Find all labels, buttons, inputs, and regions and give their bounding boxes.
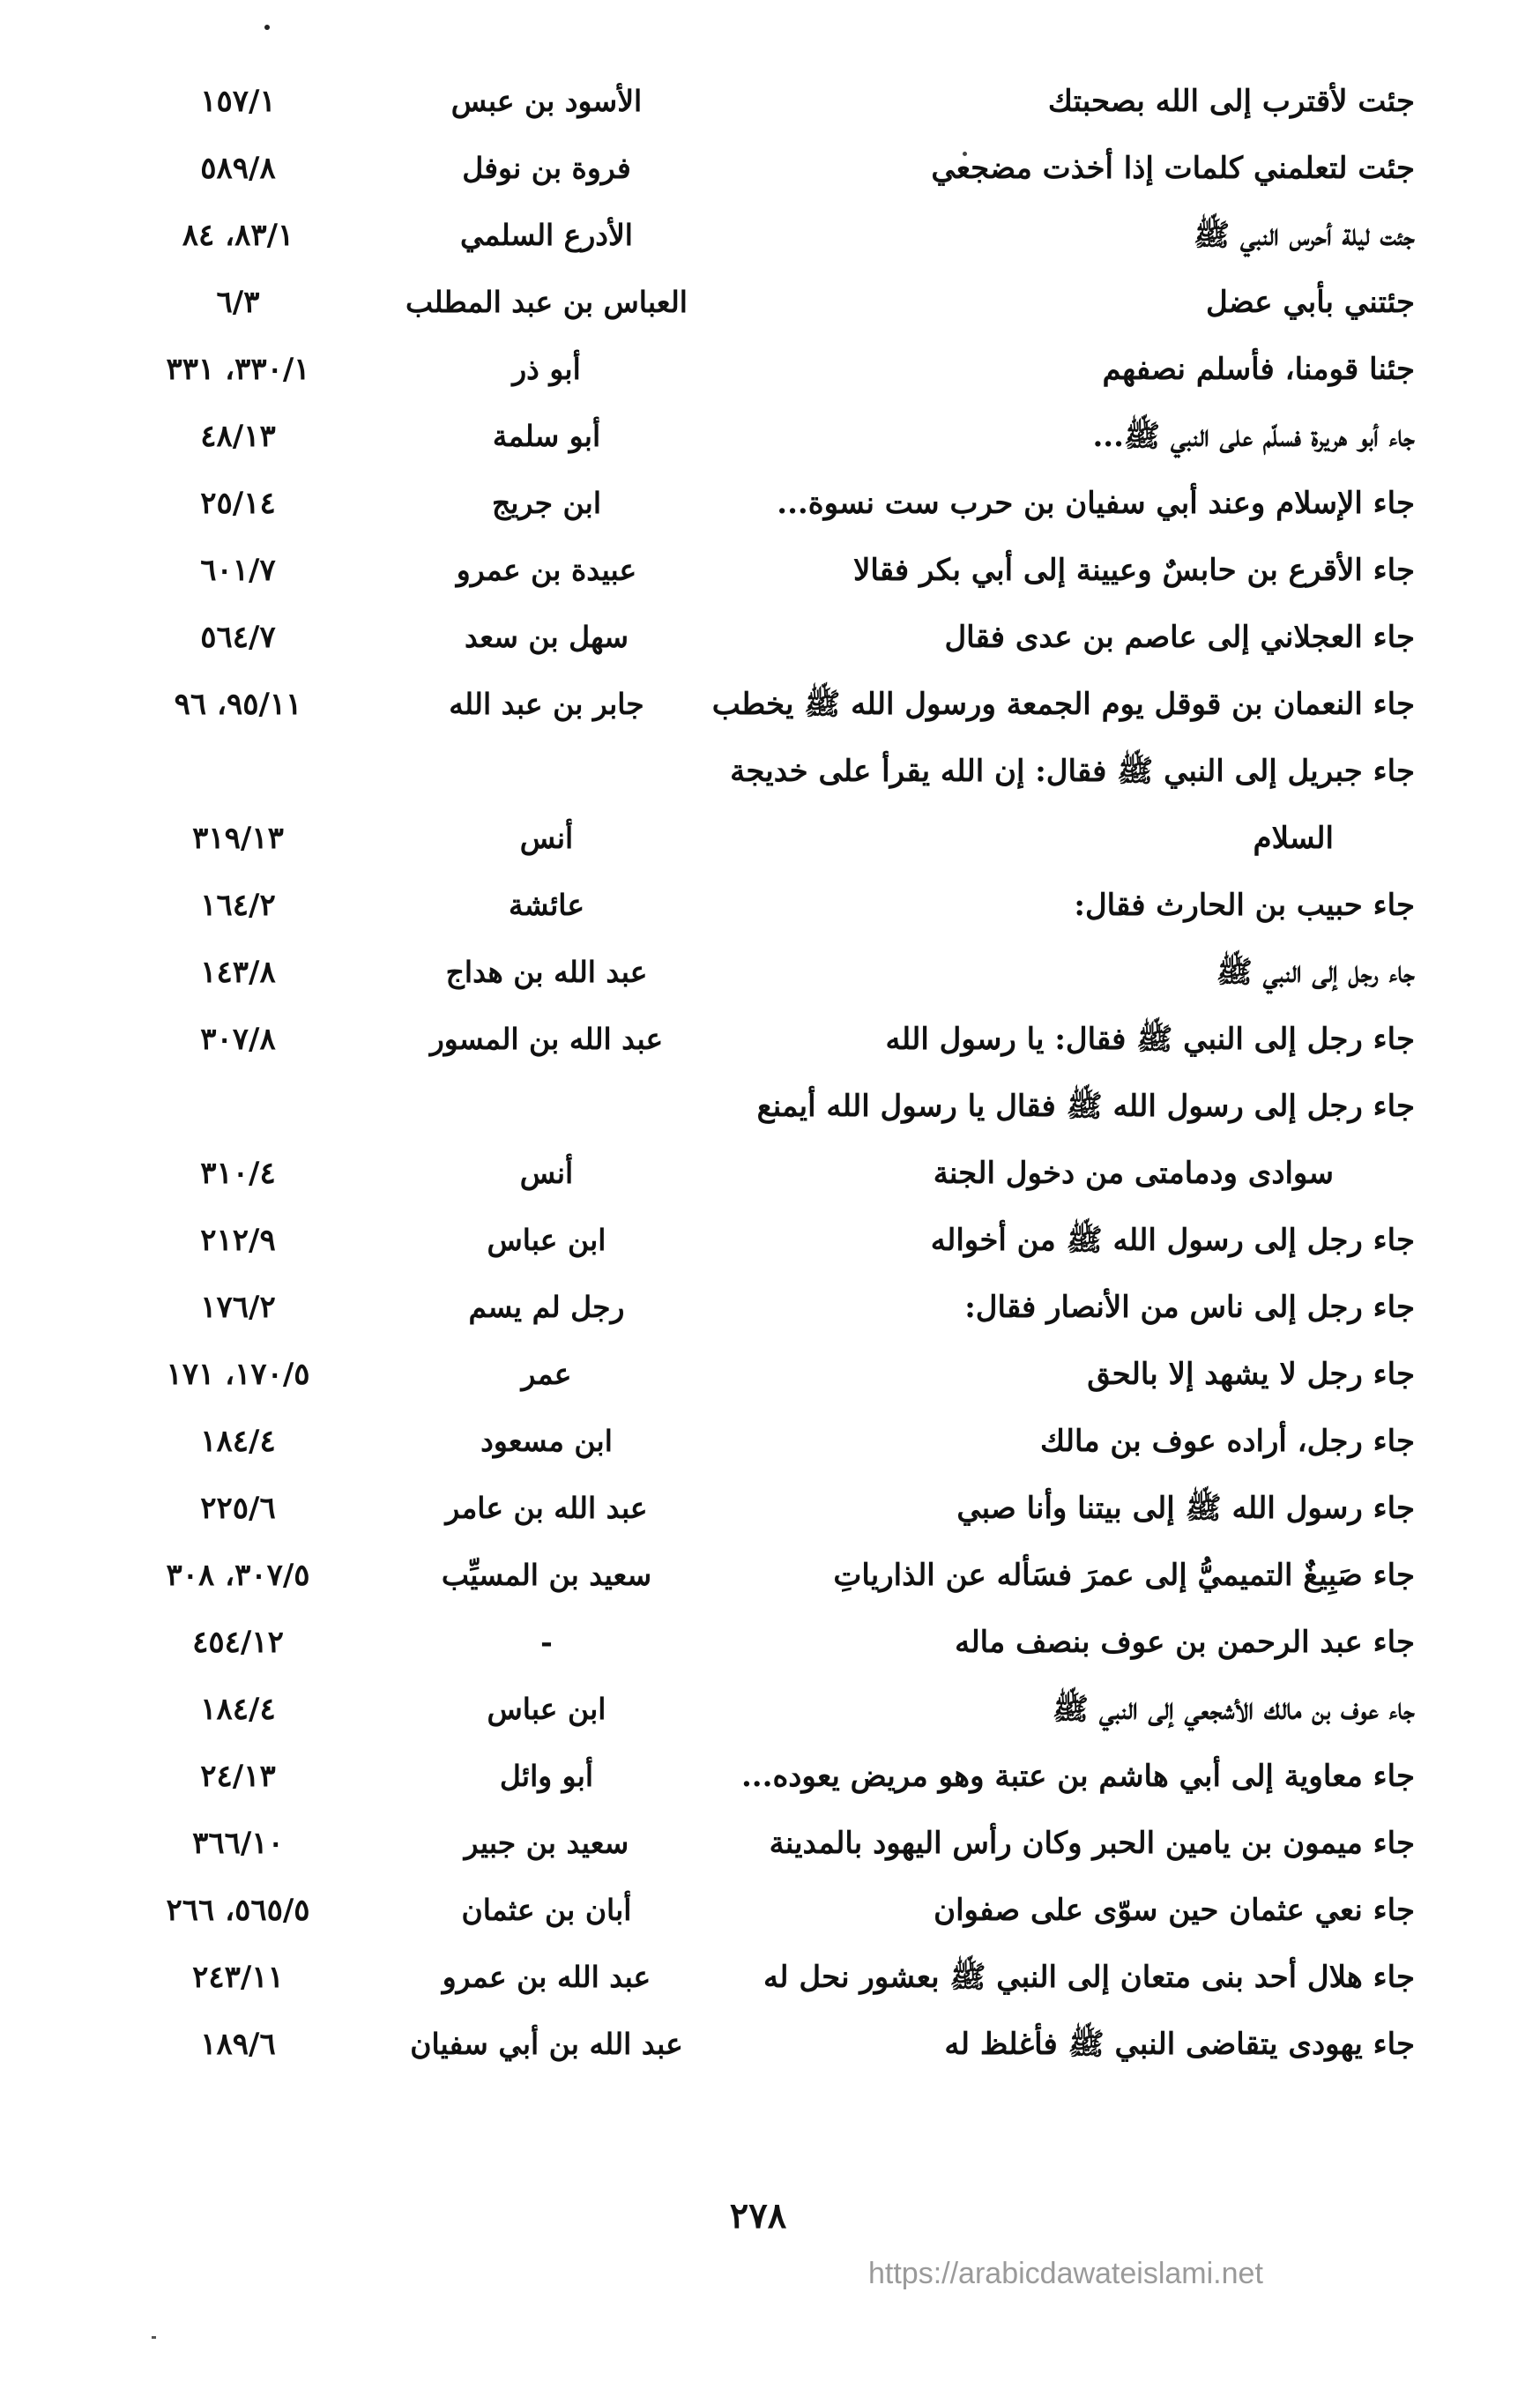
- narrator-name: عائشة: [508, 888, 585, 922]
- index-row: [0, 537, 1540, 604]
- volume-page-ref: ١٨٤/٤: [200, 1692, 276, 1727]
- narrator-name: ابن عباس: [487, 1692, 606, 1726]
- index-row: [0, 1073, 1540, 1207]
- volume-page-ref: ١٨٤/٤: [200, 1424, 276, 1459]
- index-row: [0, 738, 1540, 872]
- hadith-text: [621, 202, 1415, 269]
- hadith-text: [621, 1877, 1415, 1944]
- index-row: [0, 403, 1540, 470]
- volume-page-ref: ٢٤٣/١١: [192, 1960, 284, 1995]
- hadith-text: [621, 135, 1415, 202]
- hadith-text: [621, 604, 1415, 671]
- hadith-line: جاء رسول الله ﷺ إلى بيتنا وأنا صبي: [956, 1491, 1415, 1526]
- narrator-name: سعيد بن جبير: [464, 1826, 629, 1860]
- volume-page-ref: ٦/٣: [216, 285, 260, 320]
- hadith-text: [621, 1609, 1415, 1676]
- narrator-name: ابن مسعود: [480, 1424, 613, 1458]
- hadith-text: [621, 336, 1415, 403]
- volume-page-ref: ١٨٩/٦: [200, 2027, 276, 2062]
- hadith-line: جاء يهودى يتقاضى النبي ﷺ فأغلظ له: [944, 2027, 1415, 2062]
- volume-page-ref: ٣٠٧/٨: [200, 1022, 276, 1057]
- index-row: [0, 1408, 1540, 1475]
- index-row: [0, 269, 1540, 336]
- narrator-name: عبد الله بن عامر: [445, 1491, 648, 1525]
- hadith-line: جاء ميمون بن يامين الحبر وكان رأس اليهود بالمدينة: [769, 1826, 1415, 1861]
- hadith-text: [621, 671, 1415, 738]
- hadith-text: [621, 1810, 1415, 1877]
- hadith-line: جاء صَبِيغٌ التميميُّ إلى عمرَ فسَأله عن الذارياتِ: [833, 1558, 1415, 1593]
- hadith-text: [621, 1207, 1415, 1274]
- hadith-text: [621, 2011, 1415, 2078]
- hadith-line: جاء الإسلام وعند أبي سفيان بن حرب ست نسوة...: [777, 486, 1415, 521]
- narrator-name: أبو سلمة: [492, 419, 601, 453]
- volume-page-ref: ٥٦٥/٥، ٢٦٦: [166, 1893, 310, 1928]
- index-row: [0, 470, 1540, 537]
- index-row: [0, 939, 1540, 1006]
- volume-page-ref: ٢١٢/٩: [200, 1223, 276, 1258]
- narrator-name: سهل بن سعد: [464, 620, 629, 654]
- narrator-name: أنس: [519, 1156, 574, 1190]
- hadith-text: [621, 1542, 1415, 1609]
- narrator-name: عبيدة بن عمرو: [456, 553, 637, 587]
- page-speck: [152, 2336, 156, 2339]
- volume-page-ref: ٢٤/١٣: [200, 1759, 276, 1794]
- hadith-line: جاء حبيب بن الحارث فقال:: [1074, 888, 1415, 923]
- index-row: [0, 1810, 1540, 1877]
- hadith-line: جاء رجل إلى النبي ﷺ: [1216, 955, 1415, 990]
- volume-page-ref: ٢٢٥/٦: [200, 1491, 276, 1526]
- hadith-text: [621, 939, 1415, 1006]
- page-number: ٢٧٨: [729, 2195, 787, 2237]
- hadith-text: [621, 1408, 1415, 1475]
- volume-page-ref: ٥٦٤/٧: [200, 620, 276, 655]
- index-row: [0, 1609, 1540, 1676]
- hadith-text: [621, 537, 1415, 604]
- hadith-line: جاء عبد الرحمن بن عوف بنصف ماله: [955, 1625, 1415, 1660]
- hadith-line: جاء جبريل إلى النبي ﷺ فقال: إن الله يقرأ على خديجة: [730, 754, 1415, 789]
- hadith-line: جاء الأقرع بن حابسٌ وعيينة إلى أبي بكر فقالا: [852, 553, 1415, 588]
- hadith-line: جئت ليلة أحرس النبي ﷺ: [1194, 218, 1415, 253]
- index-row: [0, 202, 1540, 269]
- volume-page-ref: ١٧٠/٥، ١٧١: [166, 1357, 310, 1392]
- volume-page-ref: ٣١٠/٤: [200, 1156, 276, 1191]
- hadith-line: جئتني بأبي عضل: [1206, 285, 1415, 320]
- index-row: [0, 671, 1540, 738]
- narrator-name: عمر: [521, 1357, 572, 1391]
- hadith-line: جاء رجل إلى ناس من الأنصار فقال:: [964, 1290, 1415, 1325]
- volume-page-ref: ٣١٩/١٣: [192, 821, 284, 856]
- hadith-line: جاء العجلاني إلى عاصم بن عدى فقال: [944, 620, 1415, 655]
- volume-page-ref: ٣٣٠/١، ٣٣١: [166, 352, 310, 387]
- hadith-text: [621, 269, 1415, 336]
- index-row: [0, 872, 1540, 939]
- hadith-text: [621, 872, 1415, 939]
- hadith-line: جاء هلال أحد بنى متعان إلى النبي ﷺ بعشور نحل له: [763, 1960, 1415, 1995]
- narrator-name: عبد الله بن المسور: [429, 1022, 664, 1056]
- index-row: [0, 1207, 1540, 1274]
- narrator-name: أبان بن عثمان: [461, 1893, 632, 1927]
- volume-page-ref: ٣٦٦/١٠: [192, 1826, 284, 1861]
- hadith-text: [621, 68, 1415, 135]
- index-row: [0, 1341, 1540, 1408]
- hadith-line: جاء رجل إلى رسول الله ﷺ فقال يا رسول الله أيمنع: [756, 1089, 1415, 1124]
- index-row: [0, 1743, 1540, 1810]
- narrator-name: الأسود بن عبس: [450, 84, 643, 118]
- hadith-text: [621, 1944, 1415, 2011]
- index-row: [0, 336, 1540, 403]
- volume-page-ref: ١٦٤/٢: [200, 888, 276, 923]
- hadith-text: [621, 1073, 1415, 1207]
- narrator-name: رجل لم يسم: [468, 1290, 625, 1324]
- hadith-continuation-line: السلام: [1253, 821, 1334, 856]
- volume-page-ref: ٥٨٩/٨: [200, 151, 276, 186]
- index-row: [0, 1542, 1540, 1609]
- narrator-name: أبو ذر: [512, 352, 581, 386]
- hadith-line: جاء رجل إلى النبي ﷺ فقال: يا رسول الله: [885, 1022, 1415, 1057]
- volume-page-ref: ٣٠٧/٥، ٣٠٨: [166, 1558, 310, 1593]
- volume-page-ref: ٤٨/١٣: [200, 419, 276, 454]
- narrator-name: عبد الله بن هداج: [445, 955, 648, 989]
- hadith-text: [621, 1743, 1415, 1810]
- narrator-name: -: [540, 1625, 553, 1659]
- volume-page-ref: ٨٣/١، ٨٤: [182, 218, 294, 253]
- index-row: [0, 1006, 1540, 1073]
- hadith-text: [621, 738, 1415, 872]
- narrator-name: العباس بن عبد المطلب: [405, 285, 688, 319]
- hadith-text: [621, 1475, 1415, 1542]
- hadith-line: جاء رجل لا يشهد إلا بالحق: [1087, 1357, 1415, 1392]
- volume-page-ref: ٦٠١/٧: [200, 553, 276, 588]
- hadith-line: جئنا قومنا، فأسلم نصفهم: [1102, 352, 1415, 387]
- hadith-line: جاء عوف بن مالك الأشجعي إلى النبي ﷺ: [1052, 1692, 1415, 1727]
- hadith-line: جاء رجل، أراده عوف بن مالك: [1040, 1424, 1415, 1459]
- volume-page-ref: ١٤٣/٨: [200, 955, 276, 990]
- narrator-name: عبد الله بن عمرو: [442, 1960, 651, 1994]
- index-row: [0, 1676, 1540, 1743]
- hadith-text: [621, 470, 1415, 537]
- narrator-name: أبو وائل: [499, 1759, 594, 1793]
- volume-page-ref: ٢٥/١٤: [200, 486, 276, 521]
- hadith-line: جاء أبو هريرة فسلّم على النبي ﷺ...: [1092, 419, 1415, 454]
- narrator-name: جابر بن عبد الله: [449, 687, 644, 721]
- volume-page-ref: ١٥٧/١: [200, 84, 276, 119]
- narrator-name: فروة بن نوفل: [462, 151, 631, 185]
- hadith-text: [621, 1676, 1415, 1743]
- hadith-line: جئت لتعلمني كلمات إذا أخذت مضجعي: [931, 151, 1415, 186]
- hadith-text: [621, 1341, 1415, 1408]
- index-row: [0, 2011, 1540, 2078]
- narrator-name: ابن عباس: [487, 1223, 606, 1257]
- hadith-line: جاء معاوية إلى أبي هاشم بن عتبة وهو مريض يعوده...: [740, 1759, 1415, 1794]
- volume-page-ref: ٩٥/١١، ٩٦: [174, 687, 302, 722]
- hadith-line: جاء النعمان بن قوقل يوم الجمعة ورسول الله ﷺ يخطب: [711, 687, 1415, 722]
- index-row: [0, 68, 1540, 135]
- index-row: [0, 1274, 1540, 1341]
- narrator-name: ابن جريج: [491, 486, 602, 520]
- narrator-name: سعيد بن المسيِّب: [441, 1558, 652, 1592]
- index-row: [0, 1475, 1540, 1542]
- index-row: [0, 1944, 1540, 2011]
- watermark-url: https://arabicdawateislami.net: [868, 2257, 1263, 2290]
- volume-page-ref: ٤٥٤/١٢: [192, 1625, 284, 1660]
- narrator-name: عبد الله بن أبي سفيان: [410, 2027, 683, 2061]
- index-row: [0, 1877, 1540, 1944]
- hadith-continuation-line: سوادى ودمامتى من دخول الجنة: [933, 1156, 1334, 1191]
- hadith-text: [621, 1274, 1415, 1341]
- index-row: [0, 604, 1540, 671]
- narrator-name: الأدرع السلمي: [460, 218, 633, 252]
- narrator-name: أنس: [519, 821, 574, 855]
- hadith-line: جاء نعي عثمان حين سوّى على صفوان: [934, 1893, 1415, 1928]
- volume-page-ref: ١٧٦/٢: [200, 1290, 276, 1325]
- index-row: [0, 135, 1540, 202]
- hadith-line: جاء رجل إلى رسول الله ﷺ من أخواله: [930, 1223, 1415, 1258]
- hadith-text: [621, 1006, 1415, 1073]
- hadith-line: جئت لأقترب إلى الله بصحبتك: [1047, 84, 1415, 119]
- hadith-text: [621, 403, 1415, 470]
